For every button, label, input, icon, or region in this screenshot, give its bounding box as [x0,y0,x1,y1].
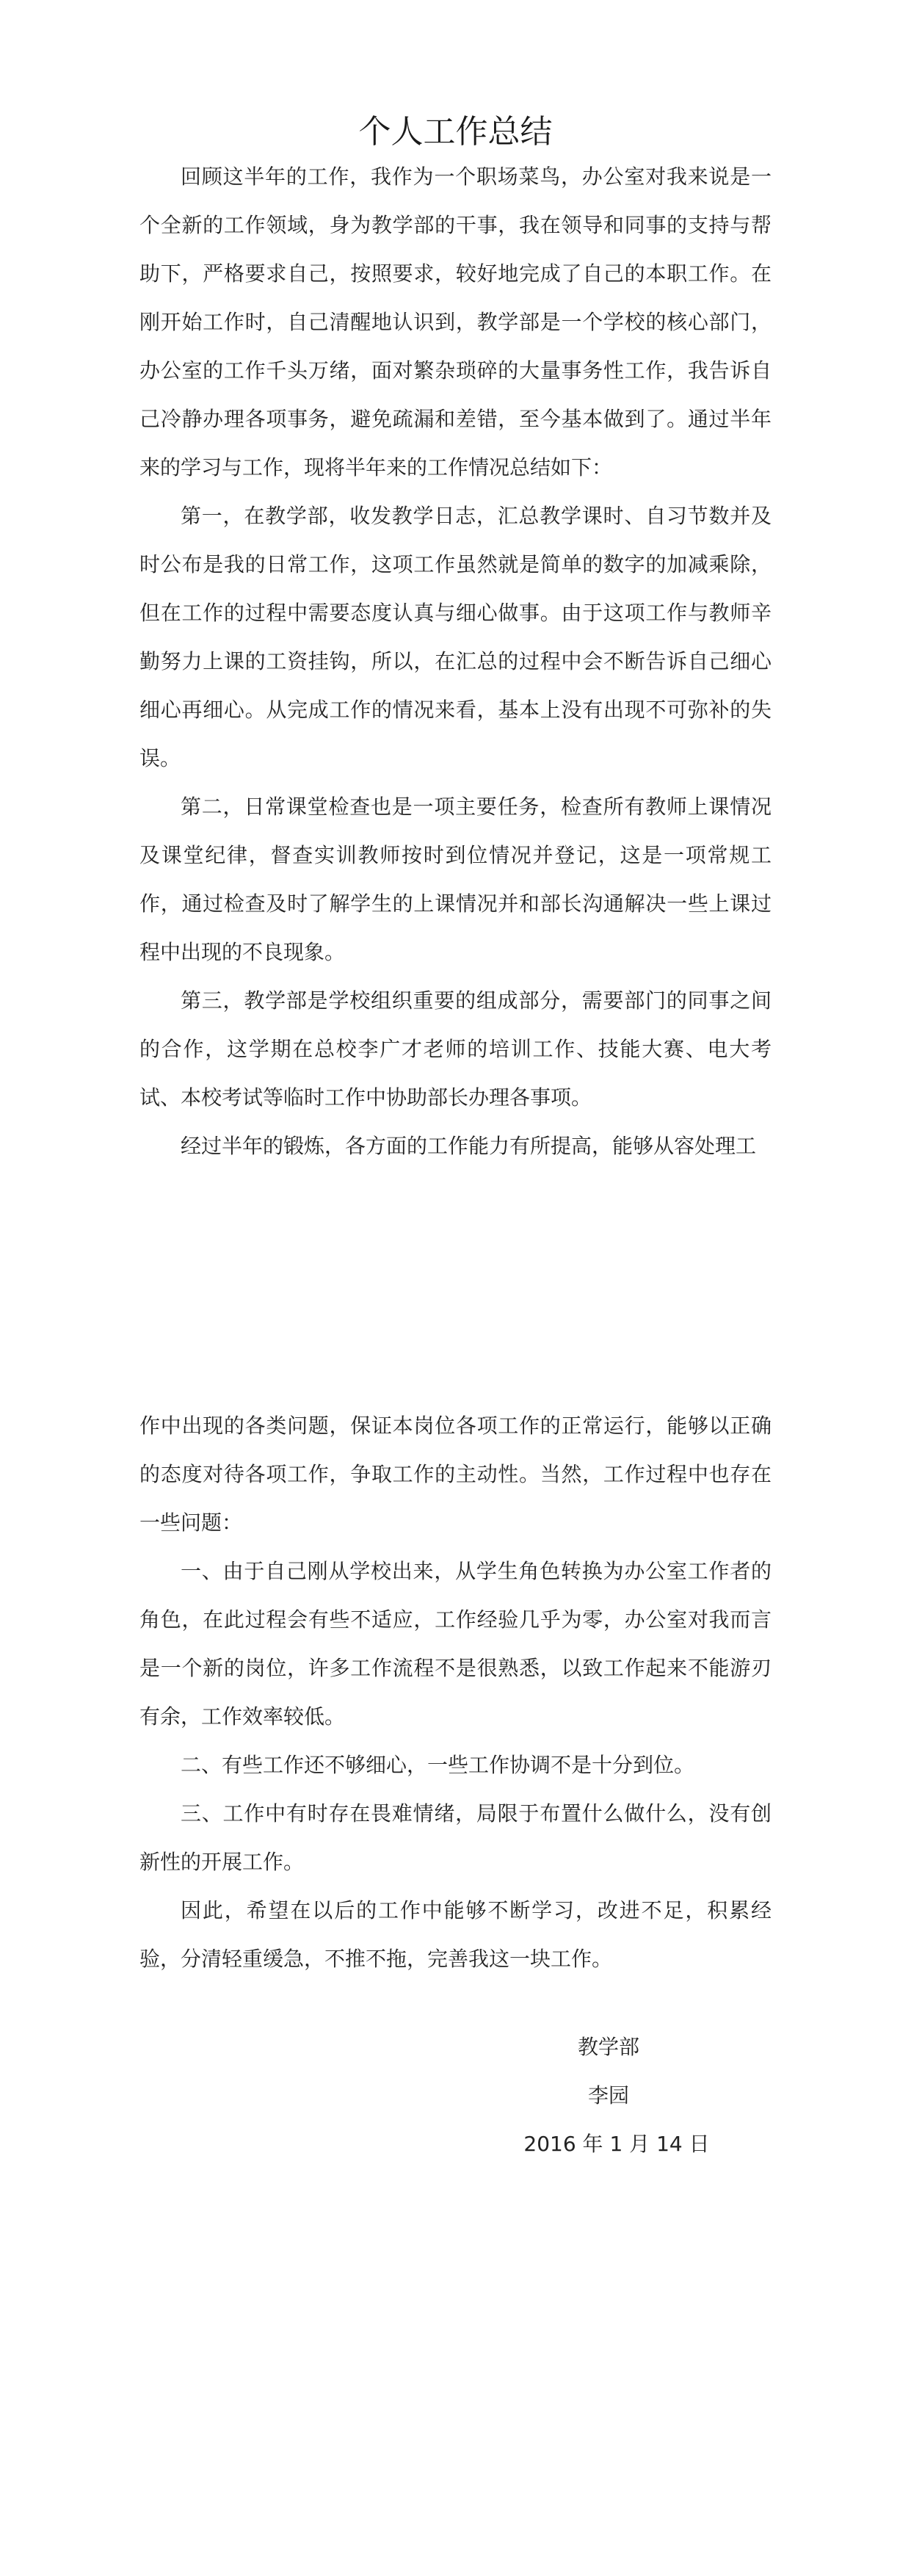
signature-department: 教学部 [577,2035,640,2059]
body-section-2 [139,1402,772,1983]
item-third-paragraph: 第三，教学部是学校组织重要的组成部分，需要部门的同事之间的合作，这学期在总校李广才老师的培训工作、技能大赛、电大考试、本校考试等临时工作中协助部长办理各事项。 [139,988,772,1110]
body-section-1 [139,140,772,1171]
summary-paragraph-start: 经过半年的锻炼，各方面的工作能力有所提高，能够从容处理工 [181,1134,757,1158]
issue-two-paragraph: 二、有些工作还不够细心，一些工作协调不是十分到位。 [181,1753,695,1777]
item-first-paragraph: 第一，在教学部，收发教学日志，汇总教学课时、自习节数并及时公布是我的日常工作，这项工作虽然就是简单的数字的加减乘除，但在工作的过程中需要态度认真与细心做事。由于这项工作与教师辛勤努力上课的工资挂钩，所以，在汇总的过程中会不断告诉自己细心细心再细心。从完成工作的情况来看，基本上没有出现不可弥补的失误。 [139,504,772,770]
summary-paragraph-continued: 作中出现的各类问题，保证本岗位各项工作的正常运行，能够以正确的态度对待各项工作，争取工作的主动性。当然，工作过程中也存在一些问题： [139,1414,772,1535]
signature-name: 李园 [587,2083,630,2108]
issue-one-paragraph: 一、由于自己刚从学校出来，从学生角色转换为办公室工作者的角色，在此过程会有些不适应，工作经验几乎为零，办公室对我而言是一个新的岗位，许多工作流程不是很熟悉，以致工作起来不能游刃有余，工作效率较低。 [139,1559,772,1729]
issue-three-paragraph: 三、工作中有时存在畏难情绪，局限于布置什么做什么，没有创新性的开展工作。 [139,1801,772,1874]
item-second-paragraph: 第二，日常课堂检查也是一项主要任务，检查所有教师上课情况及课堂纪律，督查实训教师按时到位情况并登记，这是一项常规工作，通过检查及时了解学生的上课情况并和部长沟通解决一些上课过程中出现的不良现象。 [139,795,772,964]
document-title: 个人工作总结 [358,113,553,151]
signature-date: 2016 年 1 月 14 日 [523,2132,710,2156]
intro-paragraph: 回顾这半年的工作，我作为一个职场菜鸟，办公室对我来说是一个全新的工作领域，身为教学部的干事，我在领导和同事的支持与帮助下，严格要求自己，按照要求，较好地完成了自己的本职工作。在刚开始工作时，自己清醒地认识到，教学部是一个学校的核心部门，办公室的工作千头万绪，面对繁杂琐碎的大量事务性工作，我告诉自己冷静办理各项事务，避免疏漏和差错，至今基本做到了。通过半年来的学习与工作，现将半年来的工作情况总结如下： [139,164,772,480]
closing-paragraph: 因此，希望在以后的工作中能够不断学习，改进不足，积累经验，分清轻重缓急，不推不拖，完善我这一块工作。 [139,1898,772,1971]
